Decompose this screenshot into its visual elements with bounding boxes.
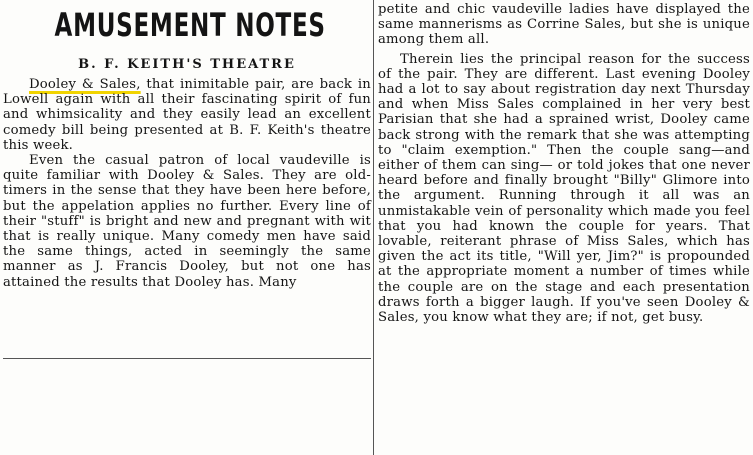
right-column [378,0,750,455]
column-end-rule [3,358,371,359]
left-column-body [3,77,371,290]
left-column [3,0,371,455]
highlighted-text: Dooley & Sales, [29,77,141,92]
paragraph [3,77,371,153]
headline: AMUSEMENT NOTES [54,6,326,44]
paragraph: petite and chic vaudeville ladies have displayed the same mannerisms as Corrine Sales, but she is unique among them all. [378,2,750,48]
right-column-body [378,2,750,325]
paragraph: Even the casual patron of local vaudeville is quite familiar with Dooley & Sales. They are old-timers in the sense that they have been here before, but the appelation applies no further. Every line of their "stuff" is bright and new and pregnant with wit that is really unique. Many comedy men have said the same things, acted in seemingly the same manner as J. Francis Dooley, but not one has attained the results that Dooley has. Many [3,153,371,290]
column-divider [373,0,374,455]
subheadline: B. F. KEITH'S THEATRE [78,57,296,72]
paragraph: Therein lies the principal reason for the success of the pair. They are different. Last evening Dooley had a lot to say about registration day next Thursday and when Miss Sales complained in her very best Parisian that she had a sprained wrist, Dooley came back strong with the remark that she was attempting to "claim exemption." Then the couple sang—and either of them can sing— or told jokes that one never heard before and finally brought "Billy" Glimore into the argument. Running through it all was an unmistakable vein of personality which made you feel that you had known the couple for years. That lovable, reiterant phrase of Miss Sales, which has given the act its title, "Will yer, Jim?" is propounded at the appropriate moment a number of times while the couple are on the stage and each presentation draws forth a bigger laugh. If you've seen Dooley & Sales, you know what they are; if not, get busy. [378,51,750,326]
paragraph-text: that inimitable pair, are back in Lowell again with all their fascinating spirit of fun and whimsicality and they easily lead an excellent comedy bill being presented at B. F. Keith's theatre this week. [3,77,371,153]
